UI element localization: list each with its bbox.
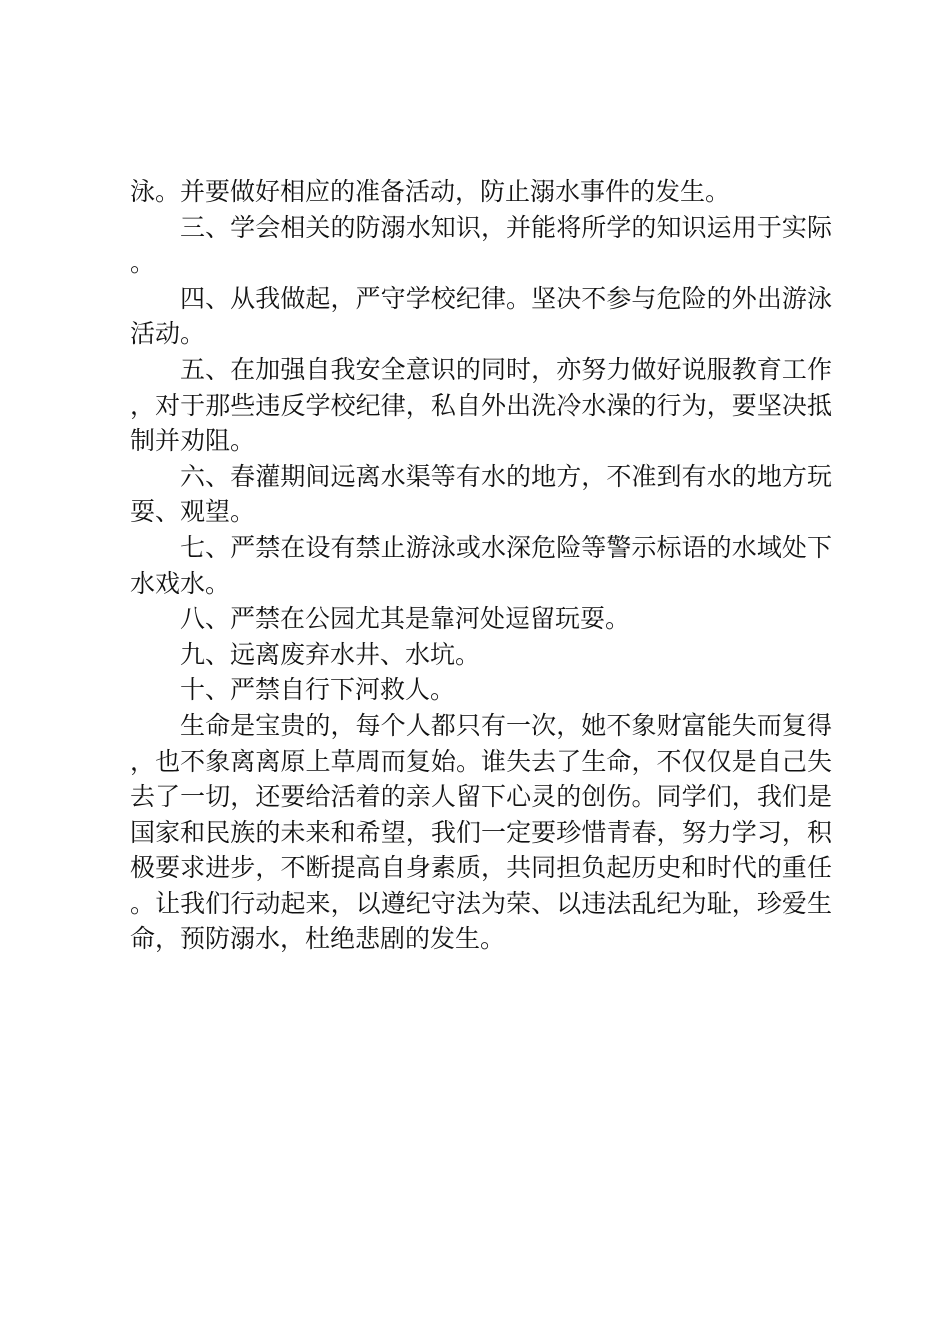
paragraph-item-8: 八、严禁在公园尤其是靠河处逗留玩耍。 — [180, 604, 631, 634]
paragraph-item-3: 三、学会相关的防溺水知识，并能将所学的知识运用于实际。 — [130, 212, 832, 278]
paragraph-item-5: 五、在加强自我安全意识的同时，亦努力做好说服教育工作，对于那些违反学校纪律，私自外出洗冷水澡的行为，要坚决抵制并劝阻。 — [130, 354, 832, 456]
paragraph-item-6: 六、春灌期间远离水渠等有水的地方，不准到有水的地方玩耍、观望。 — [130, 461, 832, 527]
paragraph-item-9: 九、远离废弃水井、水坑。 — [180, 639, 481, 669]
paragraph-continuation: 泳。并要做好相应的准备活动，防止溺水事件的发生。 — [130, 177, 731, 206]
paragraph-item-4: 四、从我做起，严守学校纪律。坚决不参与危险的外出游泳活动。 — [130, 283, 832, 349]
paragraph-item-7: 七、严禁在设有禁止游泳或水深危险等警示标语的水域处下水戏水。 — [130, 532, 832, 598]
document-body — [130, 174, 832, 957]
paragraph-closing: 生命是宝贵的，每个人都只有一次，她不象财富能失而复得，也不象离离原上草周而复始。谁失去了生命，不仅仅是自己失去了一切，还要给活着的亲人留下心灵的创伤。同学们，我们是国家和民族的未来和希望，我们一定要珍惜青春，努力学习，积极要求进步，不断提高自身素质，共同担负起历史和时代的重任。让我们行动起来，以遵纪守法为荣、以违法乱纪为耻，珍爱生命，预防溺水，杜绝悲剧的发生。 — [130, 710, 832, 954]
paragraph-item-10: 十、严禁自行下河救人。 — [180, 675, 456, 705]
